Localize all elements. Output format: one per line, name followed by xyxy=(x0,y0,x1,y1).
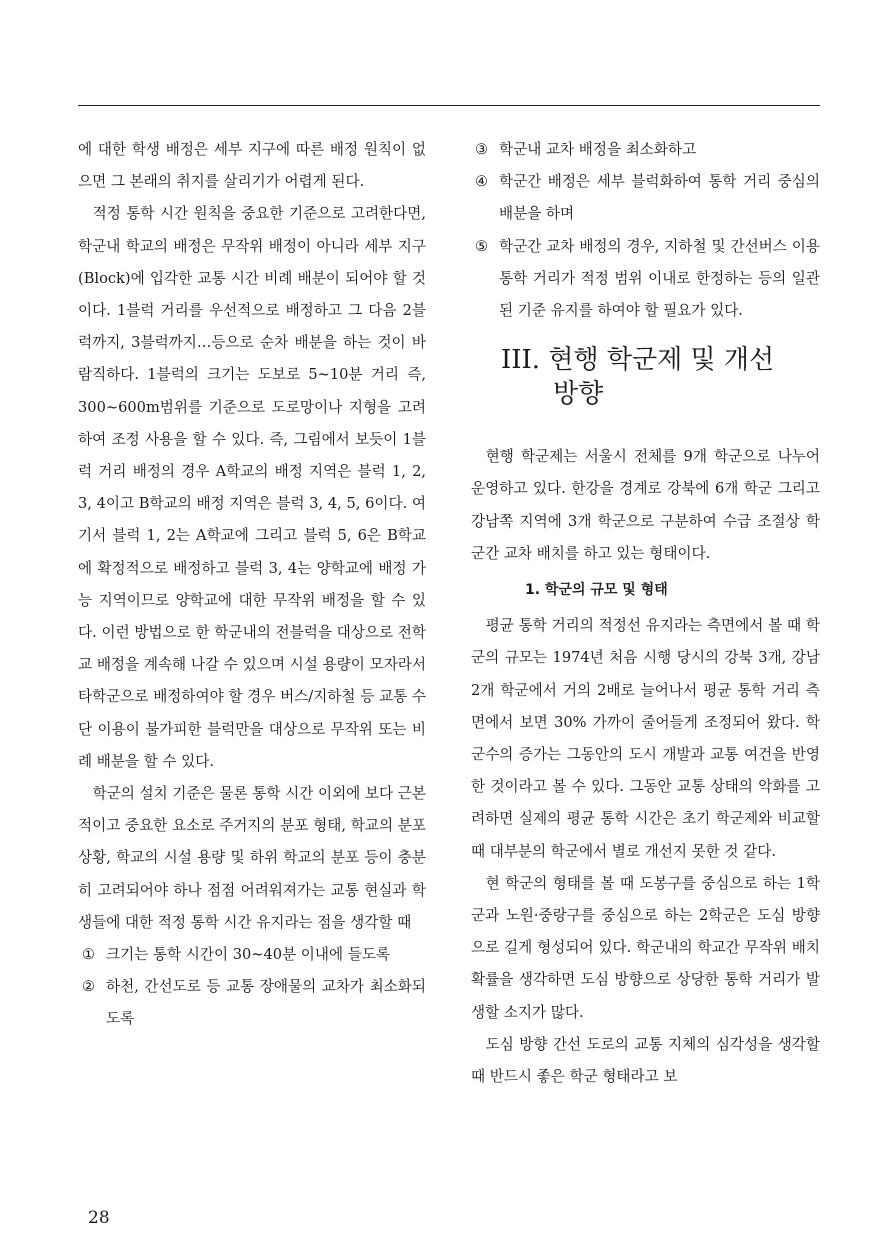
paragraph: 적정 통학 시간 원칙을 중요한 기준으로 고려한다면, 학군내 학교의 배정은 무작위 배정이 아니라 세부 지구(Block)에 입각한 교통 시간 비례 배분이 되어야 할 것이다. 1블럭 거리를 우선적으로 배정하고 그 다음 2블럭까지, 3블럭까지…등으로 순차 배분을 하는 것이 바람직하다. 1블럭의 크기는 도보로 5~10분 거리 즉, 300~600m범위를 기준으로 도로망이나 지형을 고려하여 조정 사용을 할 수 있다. 즉, 그림에서 보듯이 1블럭 거리 배정의 경우 A학교의 배정 지역은 블럭 1, 2, 3, 4이고 B학교의 배정 지역은 블럭 3, 4, 5, 6이다. 여기서 블럭 1, 2는 A학교에 그리고 블럭 5, 6은 B학교에 확정적으로 배정하고 블럭 3, 4는 양학교에 배정 가능 지역이므로 양학교에 대한 무작위 배정을 할 수 있다. 이런 방법으로 한 학군내의 전블럭을 대상으로 전학교 배정을 계속해 나갈 수 있으며 시설 용량이 모자라서 타학군으로 배정하여야 할 경우 버스/지하철 등 교통 수단 이용이 불가피한 블럭만을 대상으로 무작위 또는 비례 배분을 할 수 있다. xyxy=(78,205,426,770)
list-text: 하천, 간선도로 등 교통 장애물의 교차가 최소화되도록 xyxy=(106,978,426,1028)
paragraph: 현행 학군제는 서울시 전체를 9개 학군으로 나누어 운영하고 있다. 한강을 경계로 강북에 6개 학군 그리고 강남쪽 지역에 3개 학군으로 구분하여 수급 조절상 학군간 교차 배치를 하고 있는 형태이다. xyxy=(471,448,820,562)
list-text: 크기는 통학 시간이 30~40분 이내에 들도록 xyxy=(106,946,391,964)
section-heading xyxy=(471,343,820,411)
list-number: ⑤ xyxy=(475,237,489,255)
left-column xyxy=(78,134,426,1036)
header-rule xyxy=(78,105,820,106)
list-number: ③ xyxy=(475,141,489,158)
section-title-line1: III. 현행 학군제 및 개선 xyxy=(501,345,775,376)
paragraph: 현 학군의 형태를 볼 때 도봉구를 중심으로 하는 1학군과 노원·중랑구를 중심으로 하는 2학군은 도심 방향으로 길게 형성되어 있다. 학군내의 학교간 무작위 배치 확률을 생각하면 도심 방향으로 상당한 통학 거리가 발생할 소지가 많다. xyxy=(471,874,820,1021)
paragraph: 도심 방향 간선 도로의 교통 지체의 심각성을 생각할 때 반드시 좋은 학군 형태라고 보 xyxy=(471,1035,820,1086)
paragraph: 학군의 설치 기준은 물론 통학 시간 이외에 보다 근본적이고 중요한 요소로 주거지의 분포 형태, 학교의 분포 상황, 학교의 시설 용량 및 하위 학교의 분포 등이 충분히 고려되어야 하나 점점 어려워져가는 교통 현실과 학생들에 대한 적정 통학 시간 유지라는 점을 생각할 때 xyxy=(78,785,426,931)
paragraph: 에 대한 학생 배정은 세부 지구에 따른 배정 원칙이 없으면 그 본래의 취지를 살리기가 어렵게 된다. xyxy=(78,141,426,191)
list-text: 학군간 교차 배정의 경우, 지하철 및 간선버스 이용 통학 거리가 적정 범위 이내로 한정하는 등의 일관된 기준 유지를 하여야 할 필요가 있다. xyxy=(499,237,820,320)
list-number: ② xyxy=(82,978,96,996)
list-text: 학군내 교차 배정을 최소화하고 xyxy=(499,141,697,158)
list-number: ④ xyxy=(475,173,489,191)
list-item xyxy=(471,166,820,230)
list-number: ① xyxy=(82,946,96,964)
paragraph: 평균 통학 거리의 적정선 유지라는 측면에서 볼 때 학군의 규모는 1974년 처음 시행 당시의 강북 3개, 강남 2개 학군에서 거의 2배로 늘어나서 평균 통학 거리 측면에서 보면 30% 가까이 줄어들게 조정되어 왔다. 학군수의 증가는 그동안의 도시 개발과 교통 여건을 반영한 것이라고 볼 수 있다. 그동안 교통 상태의 악화를 고려하면 실제의 평균 통학 시간은 초기 학군제와 비교할 때 대부분의 학군에서 별로 개선지 못한 것 같다. xyxy=(471,617,820,860)
list-item xyxy=(78,971,426,1035)
list-item xyxy=(471,231,820,328)
page-number: 28 xyxy=(88,1208,110,1228)
list-item xyxy=(78,939,426,971)
list-item xyxy=(471,134,820,166)
right-column xyxy=(471,134,820,1093)
list-text: 학군간 배정은 세부 블럭화하여 통학 거리 중심의 배분을 하며 xyxy=(499,173,820,223)
section-title-line2: 방향 xyxy=(553,379,604,410)
subsection-heading: 1. 학군의 규모 및 형태 xyxy=(525,582,668,599)
